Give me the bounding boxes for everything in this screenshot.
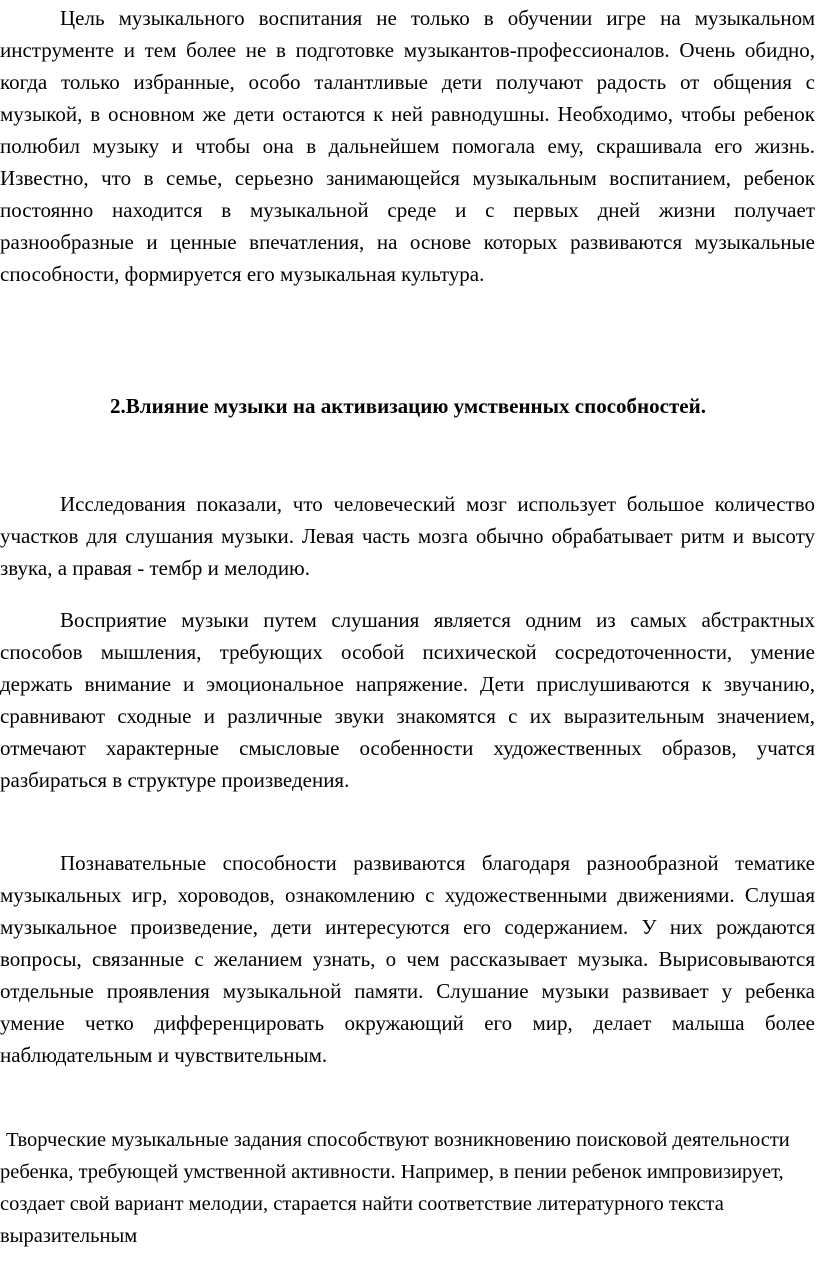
body-paragraph-1: Исследования показали, что человеческий мозг использует большое количество участков для слушания музыки. Левая часть мозга обычно обрабатывает ритм и высоту звука, а правая - тембр и мелодию. [0, 492, 815, 580]
body-paragraph-3: Познавательные способности развиваются благодаря разнообразной тематике музыкальных игр, хороводов, ознакомлению с художественными движениями. Слушая музыкальное произведение, дети интересуются его содержанием. У них рождаются вопросы, связанные с желанием узнать, о чем рассказывает музыка. Вырисовываются отдельные проявления музыкальной памяти. Слушание музыки развивает у ребенка умение четко дифференцировать окружающий его мир, делает малыша более наблюдательным и чувствительным. [0, 851, 815, 1067]
intro-paragraph: Цель музыкального воспитания не только в обучении игре на музыкальном инструменте и тем более не в подготовке музыкантов-профессионалов. Очень обидно, когда только избранные, особо талантливые дети получают радость от общения с музыкой, в основном же дети остаются к ней равнодушны. Необходимо, чтобы ребенок полюбил музыку и чтобы она в дальнейшем помогала ему, скрашивала его жизнь. Известно, что в семье, серьезно занимающейся музыкальным воспитанием, ребенок постоянно находится в музыкальной среде и с первых дней жизни получает разнообразные и ценные впечатления, на основе которых развиваются музыкальные способности, формируется его музыкальная культура. [0, 6, 815, 286]
body-paragraph-2: Восприятие музыки путем слушания является одним из самых абстрактных способов мышления, требующих особой психической сосредоточенности, умение держать внимание и эмоциональное напряжение. Дети прислушиваются к звучанию, сравнивают сходные и различные звуки знакомятся с их выразительным значением, отмечают характерные смысловые особенности художественных образов, учатся разбираться в структуре произведения. [0, 608, 815, 792]
section-heading: 2.Влияние музыки на активизацию умственных способностей. [110, 394, 706, 418]
body-paragraph-4: Творческие музыкальные задания способствуют возникновению поисковой деятельности ребенка, требующей умственной активности. Например, в пении ребенок импровизирует, создает свой вариант мелодии, старается найти соответствие литературного текста выразительным [0, 1129, 790, 1247]
